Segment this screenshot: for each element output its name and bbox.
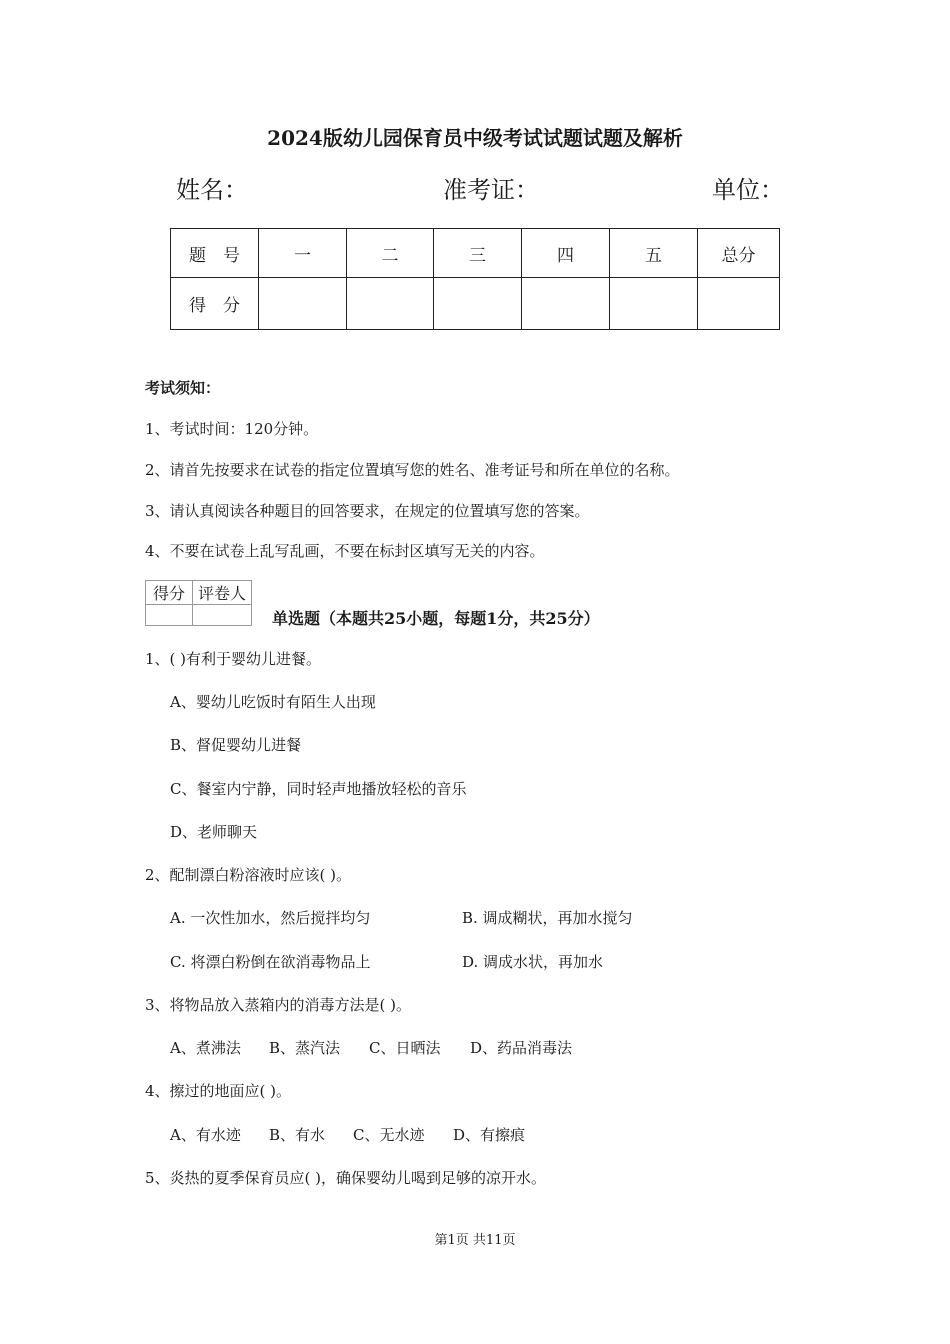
score-table [170,228,780,330]
score-table-header-cell: 题 号 [171,229,259,278]
question-option: B、蒸汽法 [269,1039,341,1057]
grader-box-score-label: 得分 [146,581,193,605]
instructions-heading: 考试须知： [145,379,221,397]
question-option: A、婴幼儿吃饭时有陌生人出现 [170,693,376,711]
exam-number-field-label: 准考证： [443,176,539,204]
question-option: B、督促婴幼儿进餐 [170,736,302,754]
grader-box [145,580,252,626]
question-stem: 4、擦过的地面应( )。 [145,1082,292,1100]
question-option: C. 将漂白粉倒在欲消毒物品上 [170,953,371,971]
score-row-label: 得 分 [171,278,259,330]
page-title: 2024版幼儿园保育员中级考试试题试题及解析 [267,126,683,150]
question-stem: 3、将物品放入蒸箱内的消毒方法是( )。 [145,996,412,1014]
score-cell[interactable] [259,278,347,330]
instruction-item: 1、考试时间：120分钟。 [145,420,319,438]
question-option: C、日晒法 [369,1039,441,1057]
score-table-header-cell: 一 [259,229,347,278]
question-stem: 5、炎热的夏季保育员应( )，确保婴幼儿喝到足够的凉开水。 [145,1169,547,1187]
question-option: D、有擦痕 [453,1126,526,1144]
instruction-item: 3、请认真阅读各种题目的回答要求，在规定的位置填写您的答案。 [145,502,590,520]
question-option: D. 调成水状，再加水 [462,953,604,971]
page-footer: 第1页 共11页 [434,1233,516,1248]
grader-box-grader-label: 评卷人 [193,581,252,605]
question-option: D、老师聊天 [170,823,258,841]
score-table-header-cell: 五 [610,229,698,278]
question-option: C、餐室内宁静，同时轻声地播放轻松的音乐 [170,780,467,798]
question-option: A、有水迹 [170,1126,241,1144]
score-cell[interactable] [434,278,522,330]
question-option: C、无水迹 [353,1126,425,1144]
score-table-header-cell: 二 [347,229,434,278]
question-stem: 2、配制漂白粉溶液时应该( )。 [145,866,352,884]
question-option: A. 一次性加水，然后搅拌均匀 [170,909,371,927]
score-table-header-row [171,229,780,278]
question-option: B. 调成糊状，再加水搅匀 [462,909,633,927]
score-cell[interactable] [698,278,780,330]
score-table-header-cell: 总分 [698,229,780,278]
name-field-label: 姓名： [176,176,248,204]
score-cell[interactable] [522,278,610,330]
grader-box-grader-cell[interactable] [193,605,252,626]
section-title: 单选题（本题共25小题，每题1分，共25分） [272,609,600,628]
score-cell[interactable] [347,278,434,330]
question-option: B、有水 [269,1126,326,1144]
score-cell[interactable] [610,278,698,330]
grader-box-score-cell[interactable] [146,605,193,626]
question-stem: 1、( )有利于婴幼儿进餐。 [145,650,322,668]
instruction-item: 2、请首先按要求在试卷的指定位置填写您的姓名、准考证号和所在单位的名称。 [145,461,680,479]
question-option: A、煮沸法 [170,1039,241,1057]
unit-field-label: 单位： [712,176,784,204]
score-table-score-row [171,278,780,330]
score-table-header-cell: 四 [522,229,610,278]
instruction-item: 4、不要在试卷上乱写乱画，不要在标封区填写无关的内容。 [145,542,545,560]
question-option: D、药品消毒法 [470,1039,573,1057]
score-table-header-cell: 三 [434,229,522,278]
